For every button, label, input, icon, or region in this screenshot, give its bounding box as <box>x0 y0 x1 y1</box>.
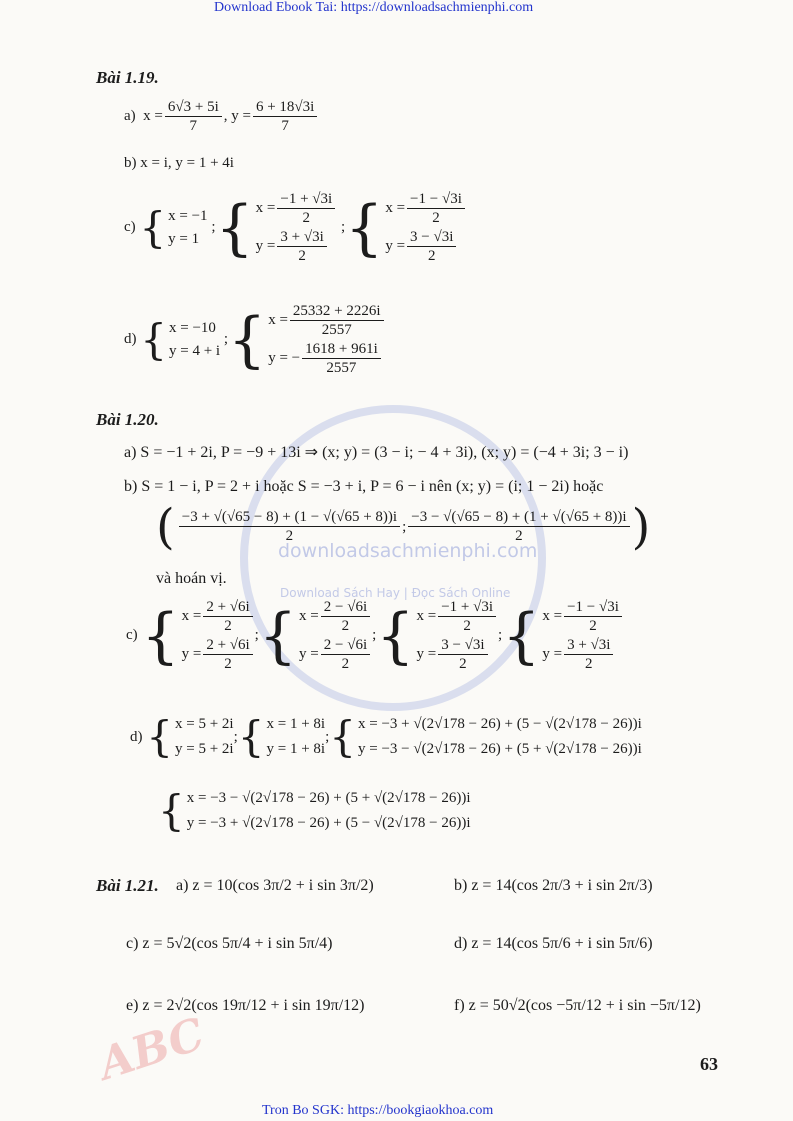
b121-part-f: f) z = 50√2(cos −5π/12 + i sin −5π/12) <box>454 997 701 1014</box>
b119-part-b: b) x = i, y = 1 + 4i <box>124 155 234 171</box>
watermark-tagline: Download Sách Hay | Đọc Sách Online <box>280 586 511 600</box>
b120-part-d: d) { x = 5 + 2i y = 5 + 2i ; { x = 1 + 8i y = 1 + 8i ; { x = −3 + √(2√178 − 26) + (5 − √(2√178 − 26))i y = −3 − √(2√178 − 26) + (5 + √(2√178 − 26))i <box>130 712 642 762</box>
b120-permutation: và hoán vị. <box>156 570 227 587</box>
b121-part-c: c) z = 5√2(cos 5π/4 + i sin 5π/4) <box>126 935 333 952</box>
b120-part-b-pair: ( $\frac{-3 + √(√65 - 8) + (1 - √(√65 + 8))i}{2}$ ; $\frac{-3 - √(√65 - 8) + (1 + √(√65 + 8))i}{2}$ ) <box>156 499 651 555</box>
corner-logo: ABC <box>92 1008 211 1091</box>
footer-link[interactable]: Tron Bo SGK: https://bookgiaokhoa.com <box>262 1103 494 1118</box>
page-number: 63 <box>700 1054 718 1074</box>
b120-part-d-cont: { x = −3 − √(2√178 − 26) + (5 + √(2√178 − 26))i y = −3 + √(2√178 − 26) + (5 − √(2√178 − 26))i <box>158 786 471 836</box>
exercise-title: Bài 1.21. <box>96 876 159 895</box>
b120-part-c: c) { x = $\frac{2 + √6i}{2}$ y = $\frac{2 + √6i}{2}$ ; { x = $\frac{2 - √6i}{2}$ y = $\frac{2 - √6i}{2}$ ; { x = $\frac{-1 + √3i}{2}$ y = $\frac{3 - √3i}{2}$ ; { x = $\frac{-1 - √3i}{2}$ y = $\frac{3 + √3i}{2}$ <box>126 598 624 674</box>
b119-part-c: c) { x = −1 y = 1 ; { x = $\frac{-1 + √3i}{2}$ y = $\frac{3 + √3i}{2}$ ; { x = $\frac{-1 - √3i}{2}$ y = $\frac{3 - √3i}{2}$ <box>124 190 467 266</box>
header-link[interactable]: Download Ebook Tai: https://downloadsachmienphi.com <box>214 0 534 15</box>
b121-part-e: e) z = 2√2(cos 19π/12 + i sin 19π/12) <box>126 997 365 1014</box>
b120-part-b: b) S = 1 − i, P = 2 + i hoặc S = −3 + i, P = 6 − i nên (x; y) = (i; 1 − 2i) hoặc <box>124 478 604 495</box>
b121-part-b: b) z = 14(cos 2π/3 + i sin 2π/3) <box>454 877 653 894</box>
b119-part-d: d) { x = −10 y = 4 + i ; { x = $\frac{25332 + 2226i}{2557}$ y = − $\frac{1618 + 961i}{2557}$ <box>124 302 386 378</box>
watermark-site: downloadsachmienphi.com <box>278 540 538 562</box>
b119-part-a: a) x = $\frac{6√3 + 5i}{7}$ , y = $\frac{6 + 18√3i}{7}$ <box>124 98 319 136</box>
exercise-title: Bài 1.19. <box>96 68 159 87</box>
b121-part-d: d) z = 14(cos 5π/6 + i sin 5π/6) <box>454 935 653 952</box>
b120-part-a: a) S = −1 + 2i, P = −9 + 13i ⇒ (x; y) = (3 − i; − 4 + 3i), (x; y) = (−4 + 3i; 3 − i) <box>124 444 629 461</box>
exercise-title: Bài 1.20. <box>96 410 159 429</box>
b121-part-a: a) z = 10(cos 3π/2 + i sin 3π/2) <box>176 877 374 894</box>
